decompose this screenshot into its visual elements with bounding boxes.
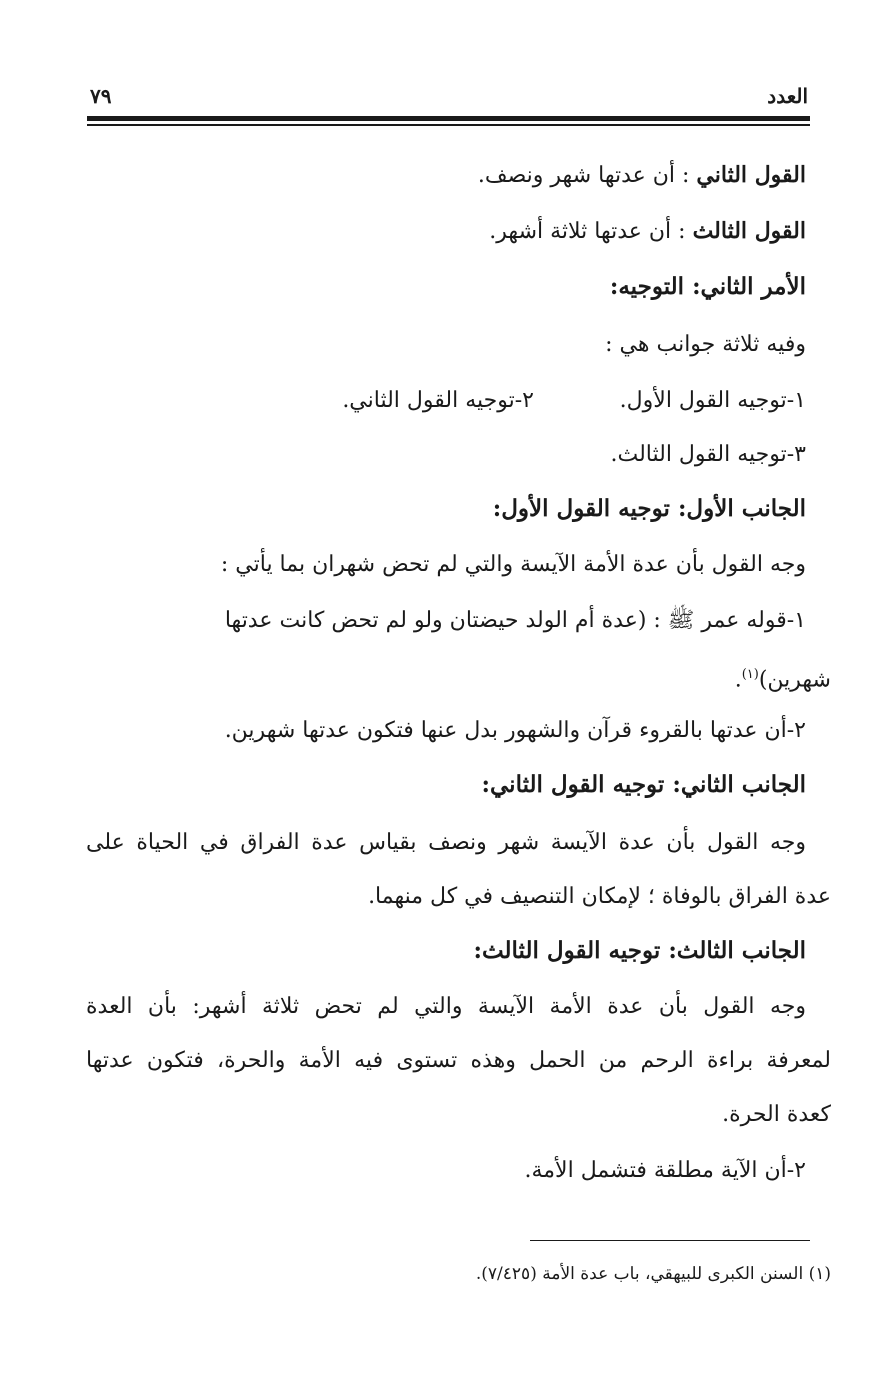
paragraph-line	[478, 160, 806, 191]
header-rule-thin	[87, 124, 810, 126]
line-text: : أن عدتها ثلاثة أشهر.	[489, 219, 693, 244]
line-end: .	[734, 667, 742, 693]
paragraph-line	[735, 660, 831, 695]
running-title: العدد	[767, 84, 808, 108]
page-header	[90, 84, 808, 114]
section-heading: الأمر الثاني: التوجيه:	[609, 273, 806, 300]
paragraph-line: ٢-أن عدتها بالقروء قرآن والشهور بدل عنها فتكون عدتها شهرين.	[224, 718, 806, 743]
section-heading: الجانب الثاني: توجيه القول الثاني:	[481, 771, 806, 798]
line-label: القول الثالث	[692, 218, 806, 244]
header-rule-thick	[87, 116, 810, 121]
footnote-separator	[530, 1240, 810, 1241]
paragraph-line	[489, 216, 806, 247]
paragraph-line: لمعرفة براءة الرحم من الحمل وهذه تستوى فيه الأمة والحرة، فتكون عدتها	[86, 1048, 831, 1073]
page-number: ٧٩	[90, 84, 112, 108]
paragraph-line: وفيه ثلاثة جوانب هي :	[605, 332, 806, 357]
line-text: شهرين)	[758, 667, 831, 693]
footnote-ref: (١)	[741, 667, 759, 682]
footnote: (١) السنن الكبرى للبيهقي، باب عدة الأمة (٧/٤٢٥).	[475, 1264, 831, 1284]
line-label: القول الثاني	[696, 162, 806, 188]
line-text: : أن عدتها شهر ونصف.	[477, 163, 697, 188]
section-heading: الجانب الثالث: توجيه القول الثالث:	[473, 937, 806, 964]
paragraph-line: وجه القول بأن عدة الأمة الآيسة والتي لم تحض شهران بما يأتي :	[220, 552, 806, 577]
section-heading: الجانب الأول: توجيه القول الأول:	[492, 495, 806, 522]
paragraph-line: كعدة الحرة.	[722, 1102, 831, 1127]
list-item: ٢-أن الآية مطلقة فتشمل الأمة.	[524, 1158, 806, 1183]
list-item: ٣-توجيه القول الثالث.	[610, 442, 806, 467]
paragraph-line: وجه القول بأن عدة الأمة الآيسة والتي لم تحض ثلاثة أشهر: بأن العدة	[86, 994, 806, 1019]
paragraph-line: عدة الفراق بالوفاة ؛ لإمكان التنصيف في كل منهما.	[368, 884, 831, 909]
paragraph-line: ١-قوله عمر ﷺ : (عدة أم الولد حيضتان ولو لم تحض كانت عدتها	[224, 608, 806, 633]
paragraph-line: وجه القول بأن عدة الآيسة شهر ونصف بقياس عدة الفراق في الحياة على	[86, 830, 806, 855]
list-item: ١-توجيه القول الأول.	[619, 388, 806, 413]
list-item: ٢-توجيه القول الثاني.	[342, 388, 534, 413]
